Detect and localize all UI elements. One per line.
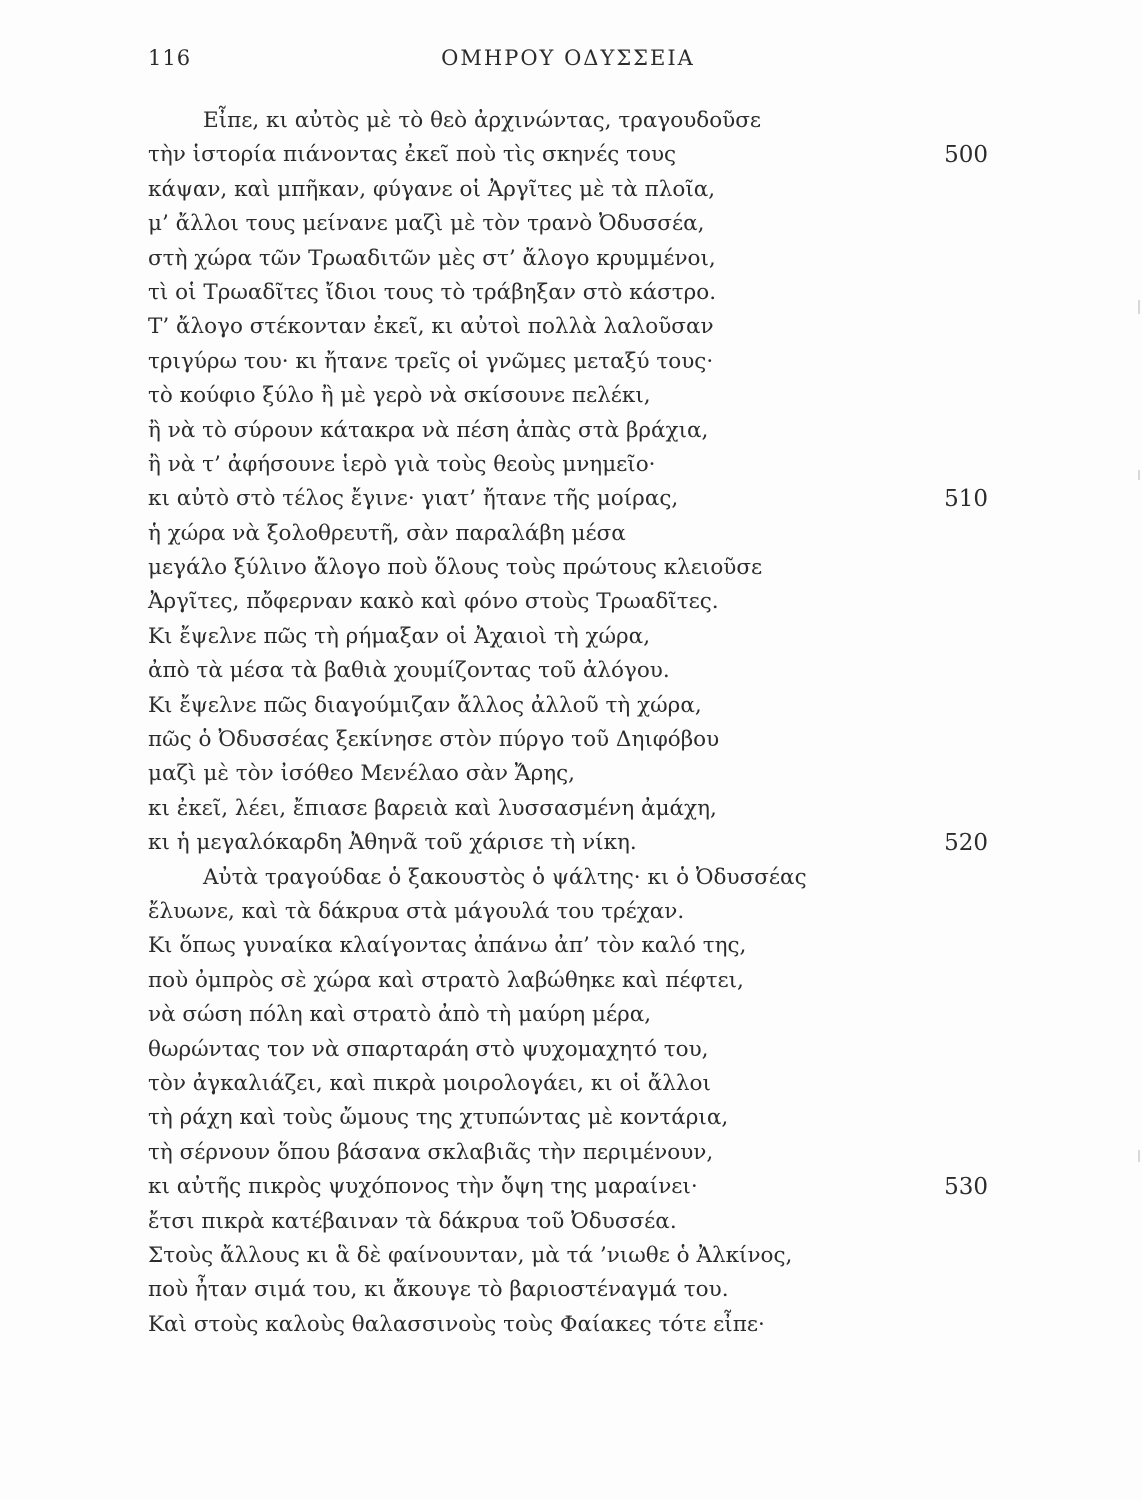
verse-line — [148, 379, 988, 413]
verse-line — [148, 929, 988, 963]
verse-line — [148, 723, 988, 757]
verse-line-text: κι αὐτῆς πικρὸς ψυχόπονος τὴν ὄψη της μαραίνει· — [148, 1174, 698, 1200]
verse-line — [148, 1205, 988, 1239]
verse-block — [148, 104, 988, 1342]
verse-line-text: τὴ σέρνουν ὅπου βάσανα σκλαβιᾶς τὴν περιμένουν, — [148, 1139, 714, 1165]
verse-line-text: θωρώντας τον νὰ σπαρταράη στὸ ψυχομαχητό του, — [148, 1036, 709, 1062]
verse-line-text: Εἶπε, κι αὐτὸς μὲ τὸ θεὸ ἀρχινώντας, τραγουδοῦσε — [203, 108, 762, 133]
verse-line — [148, 242, 988, 276]
verse-line — [148, 1033, 988, 1067]
page-edge-mark — [1138, 470, 1140, 480]
verse-line-text: ἔλυωνε, καὶ τὰ δάκρυα στὰ μάγουλά του τρέχαν. — [148, 898, 685, 924]
verse-line-text: ἡ χώρα νὰ ξολοθρευτῆ, σὰν παραλάβη μέσα — [148, 520, 626, 546]
verse-line-text: τὶ οἱ Τρωαδῖτες ἴδιοι τους τὸ τράβηξαν στὸ κάστρο. — [148, 279, 717, 305]
verse-line-text: κι αὐτὸ στὸ τέλος ἔγινε· γιατ’ ἤτανε τῆς μοίρας, — [148, 486, 679, 512]
verse-line-text: κι ἡ μεγαλόκαρδη Ἀθηνᾶ τοῦ χάρισε τὴ νίκη. — [148, 830, 637, 856]
verse-line-text: ἔτσι πικρὰ κατέβαιναν τὰ δάκρυα τοῦ Ὀδυσσέα. — [148, 1208, 677, 1234]
verse-line-text: Στοὺς ἄλλους κι ἃ δὲ φαίνουνταν, μὰ τά ’νιωθε ὁ Ἀλκίνος, — [148, 1242, 793, 1268]
verse-line-text: κι ἐκεῖ, λέει, ἔπιασε βαρειὰ καὶ λυσσασμένη ἀμάχη, — [148, 795, 717, 821]
verse-line-text: μ’ ἄλλοι τους μείνανε μαζὶ μὲ τὸν τρανὸ Ὀδυσσέα, — [148, 211, 705, 237]
verse-line-text: τὴν ἱστορία πιάνοντας ἐκεῖ ποὺ τὶς σκηνές τους — [148, 142, 677, 168]
verse-line-text: ἀπὸ τὰ μέσα τὰ βαθιὰ χουμίζοντας τοῦ ἀλόγου. — [148, 658, 670, 684]
verse-line — [148, 448, 988, 482]
verse-line — [148, 1273, 988, 1307]
line-number: 530 — [944, 1174, 988, 1201]
verse-line — [148, 861, 988, 895]
verse-line — [148, 1308, 988, 1342]
verse-line — [148, 964, 988, 998]
verse-line — [148, 1136, 988, 1170]
verse-line — [148, 482, 988, 516]
verse-line — [148, 757, 988, 791]
verse-line — [148, 895, 988, 929]
page-edge-mark — [1138, 1150, 1140, 1162]
verse-line — [148, 517, 988, 551]
running-title: ΟΜΗΡΟΥ ΟΔΥΣΣΕΙΑ — [441, 46, 695, 70]
verse-line-text: νὰ σώση πόλη καὶ στρατὸ ἀπὸ τὴ μαύρη μέρα, — [148, 1002, 652, 1028]
line-number: 520 — [944, 830, 988, 857]
verse-line-text: Αὐτὰ τραγούδαε ὁ ξακουστὸς ὁ ψάλτης· κι ὁ Ὀδυσσέας — [203, 864, 807, 890]
verse-line — [148, 414, 988, 448]
verse-line-text: Τ’ ἄλογο στέκονταν ἐκεῖ, κι αὐτοὶ πολλὰ λαλοῦσαν — [148, 314, 714, 340]
line-number: 500 — [944, 142, 988, 169]
verse-line-text: στὴ χώρα τῶν Τρωαδιτῶν μὲς στ’ ἄλογο κρυμμένοι, — [148, 245, 716, 271]
verse-line — [148, 551, 988, 585]
verse-line-text: πῶς ὁ Ὀδυσσέας ξεκίνησε στὸν πύργο τοῦ Δηιφόβου — [148, 727, 720, 753]
verse-line — [148, 792, 988, 826]
verse-line-text: Κι ὅπως γυναίκα κλαίγοντας ἀπάνω ἀπ’ τὸν καλό της, — [148, 933, 747, 959]
verse-line — [148, 276, 988, 310]
verse-line — [148, 207, 988, 241]
verse-line — [148, 138, 988, 172]
verse-line-text: τὸν ἀγκαλιάζει, καὶ πικρὰ μοιρολογάει, κι οἱ ἄλλοι — [148, 1070, 711, 1096]
verse-line-text: ποὺ ὀμπρὸς σὲ χώρα καὶ στρατὸ λαβώθηκε καὶ πέφτει, — [148, 967, 744, 993]
line-number: 510 — [944, 486, 988, 513]
page-header — [148, 46, 988, 76]
verse-line-text: Ἀργῖτες, πὄφερναν κακὸ καὶ φόνο στοὺς Τρωαδῖτες. — [148, 589, 719, 615]
verse-line — [148, 345, 988, 379]
verse-line-text: Καὶ στοὺς καλοὺς θαλασσινοὺς τοὺς Φαίακες τότε εἶπε· — [148, 1311, 765, 1337]
verse-line-text: τὸ κούφιο ξύλο ἢ μὲ γερὸ νὰ σκίσουνε πελέκι, — [148, 383, 651, 409]
verse-line-text: ἢ νὰ τ’ ἀφήσουνε ἱερὸ γιὰ τοὺς θεοὺς μνημεῖο· — [148, 451, 656, 477]
verse-line — [148, 1170, 988, 1204]
verse-line — [148, 1101, 988, 1135]
verse-line — [148, 654, 988, 688]
page-number: 116 — [148, 46, 192, 70]
verse-line-text: κάψαν, καὶ μπῆκαν, φύγανε οἱ Ἀργῖτες μὲ τὰ πλοῖα, — [148, 176, 716, 202]
verse-line — [148, 689, 988, 723]
verse-line — [148, 173, 988, 207]
verse-line-text: ἢ νὰ τὸ σύρουν κάτακρα νὰ πέση ἀπὰς στὰ βράχια, — [148, 417, 709, 443]
verse-line — [148, 998, 988, 1032]
verse-line — [148, 104, 988, 138]
verse-line — [148, 585, 988, 619]
verse-line-text: Κι ἔψελνε πῶς διαγούμιζαν ἄλλος ἀλλοῦ τὴ χώρα, — [148, 692, 702, 718]
verse-line-text: ποὺ ἦταν σιμά του, κι ἄκουγε τὸ βαριοστέναγμά του. — [148, 1277, 729, 1303]
verse-line — [148, 620, 988, 654]
verse-line-text: τὴ ράχη καὶ τοὺς ὤμους της χτυπώντας μὲ κοντάρια, — [148, 1105, 729, 1131]
verse-line-text: τριγύρω του· κι ἤτανε τρεῖς οἱ γνῶμες μεταξύ τους· — [148, 348, 714, 374]
verse-line — [148, 1239, 988, 1273]
verse-line — [148, 310, 988, 344]
verse-line-text: μεγάλο ξύλινο ἄλογο ποὺ ὅλους τοὺς πρώτους κλειοῦσε — [148, 555, 763, 581]
verse-line-text: μαζὶ μὲ τὸν ἰσόθεο Μενέλαο σὰν Ἄρης, — [148, 761, 575, 787]
verse-line — [148, 1067, 988, 1101]
verse-line-text: Κι ἔψελνε πῶς τὴ ρήμαξαν οἱ Ἀχαιοὶ τὴ χώρα, — [148, 623, 651, 649]
verse-line — [148, 826, 988, 860]
page-edge-mark — [1138, 300, 1140, 314]
